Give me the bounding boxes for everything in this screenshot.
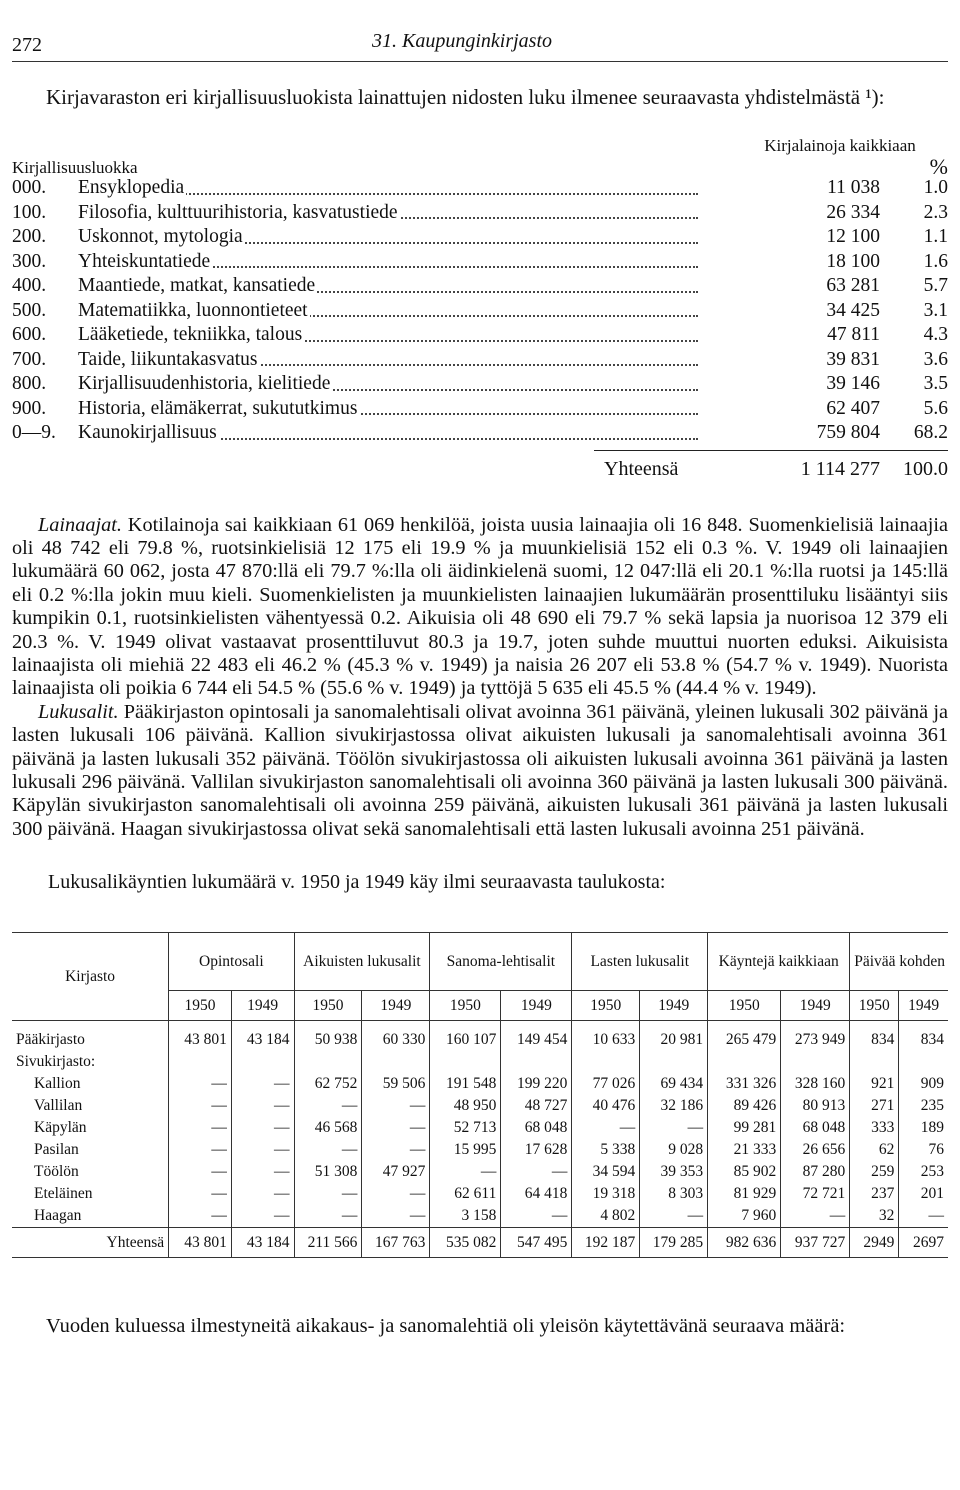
document-page (12, 0, 948, 1359)
classification-row (12, 176, 948, 201)
class-name (78, 421, 698, 446)
class-loans: 34 425 (826, 299, 880, 321)
table-cell: 99 281 (708, 1117, 781, 1139)
table-cell: — (231, 1161, 294, 1183)
classification-row (12, 372, 948, 397)
class-loans: 759 804 (816, 422, 880, 443)
table-cell: — (231, 1095, 294, 1117)
table-cell: 50 938 (294, 1021, 362, 1052)
class-code: 000. (12, 177, 47, 198)
year-header: 1950 (294, 991, 362, 1021)
table-cell: 3 158 (430, 1205, 501, 1228)
table-row (12, 1139, 948, 1161)
class-code: 300. (12, 250, 47, 272)
class-percent: 3.6 (923, 348, 948, 370)
class-name-text: Matematiikka, luonnontieteet (78, 299, 308, 321)
table-cell: — (231, 1117, 294, 1139)
table-cell: — (169, 1161, 232, 1183)
table-cell: 237 (850, 1183, 899, 1205)
classification-row (12, 421, 948, 446)
year-header: 1950 (850, 991, 899, 1021)
table-cell: 39 353 (640, 1161, 708, 1183)
class-code: 200. (12, 226, 47, 247)
column-group-header: Sanoma-lehtisalit (430, 933, 572, 991)
table-cell (169, 1051, 232, 1073)
column-group-header: Lasten lukusalit (572, 933, 708, 991)
library-name: Yhteensä (12, 1228, 169, 1258)
table-cell: 43 801 (169, 1021, 232, 1052)
class-percent: 4.3 (923, 324, 948, 345)
class-percent: 68.2 (913, 422, 948, 443)
table-header-groups (12, 933, 948, 991)
column-group-header: Päivää kohden (850, 933, 948, 991)
table-cell: 191 548 (430, 1073, 501, 1095)
library-name: Eteläinen (12, 1183, 169, 1205)
class-loans: 11 038 (827, 177, 880, 198)
table-cell (572, 1051, 640, 1073)
table-cell: 259 (850, 1161, 899, 1183)
table-cell: — (294, 1139, 362, 1161)
intro-paragraph: Kirjavaraston eri kirjallisuusluokista lainattujen nidosten luku ilmenee seuraavasta yhdistelmästä ¹): (46, 85, 885, 109)
class-loans: 62 407 (826, 397, 880, 419)
table-cell: — (362, 1095, 430, 1117)
table-body (12, 1021, 948, 1258)
class-code: 800. (12, 373, 47, 394)
total-loans: 1 114 277 (800, 457, 880, 480)
library-name: Kallion (12, 1073, 169, 1095)
year-header: 1950 (430, 991, 501, 1021)
table-row (12, 1183, 948, 1205)
class-name-text: Taide, liikuntakasvatus (78, 348, 258, 370)
table-cell: 72 721 (781, 1183, 850, 1205)
table-cell: 68 048 (781, 1117, 850, 1139)
table-cell: 26 656 (781, 1139, 850, 1161)
column-class-label: Kirjallisuusluokka (12, 158, 138, 177)
class-name-text: Uskonnot, mytologia (78, 226, 243, 247)
table-row (12, 1021, 948, 1052)
class-percent: 5.7 (923, 275, 948, 296)
table-row (12, 1051, 948, 1073)
table-cell: 179 285 (640, 1228, 708, 1258)
class-percent: 2.3 (923, 201, 948, 223)
library-name: Töölön (12, 1161, 169, 1183)
reading-rooms-paragraph (12, 701, 948, 841)
year-header: 1950 (572, 991, 640, 1021)
table-cell: 17 628 (501, 1139, 572, 1161)
table-cell: 149 454 (501, 1021, 572, 1052)
table-cell: 47 927 (362, 1161, 430, 1183)
table-cell (708, 1051, 781, 1073)
table-cell: 62 611 (430, 1183, 501, 1205)
table-cell: 273 949 (781, 1021, 850, 1052)
column-group-header: Opintosali (169, 933, 294, 991)
table-cell: 77 026 (572, 1073, 640, 1095)
table-cell (640, 1051, 708, 1073)
table-cell: 8 303 (640, 1183, 708, 1205)
table-cell: 167 763 (362, 1228, 430, 1258)
class-code: 100. (12, 201, 47, 223)
table-cell: — (231, 1183, 294, 1205)
table-row (12, 1205, 948, 1228)
classification-table (12, 132, 948, 490)
classification-row (12, 323, 948, 348)
year-header: 1949 (362, 991, 430, 1021)
table-cell: 43 184 (231, 1021, 294, 1052)
reading-rooms-lead: Lukusalit. (38, 700, 119, 723)
table-cell: 189 (920, 1119, 944, 1137)
table-cell: 48 727 (501, 1095, 572, 1117)
table-cell: 40 476 (572, 1095, 640, 1117)
table-cell: — (294, 1183, 362, 1205)
year-header: 1949 (231, 991, 294, 1021)
table-cell: — (781, 1205, 850, 1228)
library-name: Haagan (12, 1205, 169, 1228)
table-cell: — (501, 1205, 572, 1228)
table-row (12, 1073, 948, 1095)
table-cell: 4 802 (572, 1205, 640, 1228)
table-cell (899, 1051, 948, 1073)
table-cell: — (501, 1161, 572, 1183)
table-cell: 253 (920, 1163, 944, 1181)
table-cell (362, 1051, 430, 1073)
closing-paragraph: Vuoden kuluessa ilmestyneitä aikakaus- ja sanomalehtiä oli yleisön käytettävänä seuraava määrä: (46, 1315, 846, 1338)
class-code: 600. (12, 324, 47, 345)
reading-rooms-text: Pääkirjaston opintosali ja sanomalehtisali olivat avoinna 361 päivänä, yleinen lukusali 302 päivänä ja lasten lukusali 106 päivänä. Kallion sivukirjastossa olivat aikuisten lukusali ja sanomalehtisali avoinna 361 päivänä ja lasten lukusali 352 päivänä. Töölön sivukirjastossa oli aikuisten lukusali avoinna 361 päivänä ja lasten lukusali 296 päivänä. Vallilan sivukirjaston sanomalehtisali oli avoinna 360 päivänä ja lasten lukusali 300 päivänä. Käpylän sivukirjaston sanomalehtisali oli avoinna 259 päivänä, aikuisten lukusali 361 päivänä ja lasten lukusali 300 päivänä. Haagan sivukirjastossa olivat sekä sanomalehtisali että lasten lukusali avoinna 251 päivänä. (12, 700, 948, 840)
table-cell: 10 633 (572, 1021, 640, 1052)
table-cell: 68 048 (501, 1117, 572, 1139)
table-cell: — (169, 1183, 232, 1205)
table-cell: 89 426 (708, 1095, 781, 1117)
table-cell: 5 338 (572, 1139, 640, 1161)
class-code: 700. (12, 348, 47, 370)
table-cell: 199 220 (501, 1073, 572, 1095)
table-cell: 32 186 (640, 1095, 708, 1117)
class-loans: 18 100 (826, 250, 880, 272)
class-percent: 5.6 (923, 397, 948, 419)
class-percent: 1.1 (923, 226, 948, 247)
year-header: 1949 (781, 991, 850, 1021)
class-name-text: Historia, elämäkerrat, sukututkimus (78, 397, 358, 419)
table-cell: 547 495 (501, 1228, 572, 1258)
classification-row (12, 274, 948, 299)
library-name: Pasilan (12, 1139, 169, 1161)
class-name-text: Kirjallisuudenhistoria, kielitiede (78, 373, 331, 394)
table-cell: — (231, 1139, 294, 1161)
table-cell (430, 1051, 501, 1073)
reading-room-visits-table (12, 932, 948, 1258)
table-cell: — (640, 1205, 708, 1228)
class-name (78, 397, 698, 422)
table-cell: 69 434 (640, 1073, 708, 1095)
table-cell: 201 (920, 1185, 944, 1203)
class-percent: 1.6 (923, 250, 948, 272)
table-cell: — (928, 1207, 944, 1225)
table-cell: 331 326 (708, 1073, 781, 1095)
classification-row (12, 225, 948, 250)
table-cell: — (169, 1139, 232, 1161)
table-cell: 235 (920, 1097, 944, 1115)
table-cell: 52 713 (430, 1117, 501, 1139)
classification-total-row (12, 450, 948, 490)
total-percent: 100.0 (903, 457, 948, 480)
total-label: Yhteensä (604, 457, 679, 480)
year-header: 1949 (899, 991, 948, 1021)
class-loans: 26 334 (826, 201, 880, 223)
table-cell: 32 (850, 1205, 899, 1228)
table-cell: 19 318 (572, 1183, 640, 1205)
table-cell: 834 (920, 1031, 944, 1049)
table-cell: 333 (850, 1117, 899, 1139)
class-name (78, 250, 698, 275)
table-cell: 62 (850, 1139, 899, 1161)
class-code: 500. (12, 299, 47, 321)
table-cell: 160 107 (430, 1021, 501, 1052)
table-cell: 62 752 (294, 1073, 362, 1095)
table-cell: 46 568 (294, 1117, 362, 1139)
table-cell: 15 995 (430, 1139, 501, 1161)
classification-row (12, 201, 948, 226)
class-loans: 39 146 (826, 373, 880, 394)
table-cell (850, 1051, 899, 1073)
classification-row (12, 250, 948, 275)
table-cell: — (294, 1205, 362, 1228)
table-cell: 834 (850, 1021, 899, 1052)
table-row (12, 1095, 948, 1117)
class-loans: 47 811 (827, 324, 880, 345)
table-cell: — (231, 1205, 294, 1228)
table-cell: 48 950 (430, 1095, 501, 1117)
table-cell: 80 913 (781, 1095, 850, 1117)
year-header: 1950 (708, 991, 781, 1021)
class-name-text: Lääketiede, tekniikka, talous (78, 324, 303, 345)
table-cell: — (572, 1117, 640, 1139)
table-cell: 21 333 (708, 1139, 781, 1161)
table-cell: 85 902 (708, 1161, 781, 1183)
classification-header (12, 132, 948, 179)
table-cell: 265 479 (708, 1021, 781, 1052)
table-row (12, 1161, 948, 1183)
borrowers-section (12, 514, 948, 842)
library-name: Vallilan (12, 1095, 169, 1117)
table-cell: — (430, 1161, 501, 1183)
library-name: Sivukirjasto: (12, 1051, 169, 1073)
table-total-row (12, 1228, 948, 1258)
table-cell: 921 (850, 1073, 899, 1095)
classification-row (12, 299, 948, 324)
table-row (12, 1117, 948, 1139)
table-cell: 192 187 (572, 1228, 640, 1258)
classification-row (12, 397, 948, 422)
page-number: 272 (12, 34, 42, 56)
table-cell: — (362, 1117, 430, 1139)
visits-caption: Lukusalikäyntien lukumäärä v. 1950 ja 1949 käy ilmi seuraavasta taulukosta: (48, 871, 666, 894)
class-code: 400. (12, 275, 47, 296)
column-library: Kirjasto (12, 933, 169, 1021)
table-cell: 59 506 (362, 1073, 430, 1095)
table-cell: 2697 (899, 1228, 948, 1258)
class-loans: 63 281 (826, 275, 880, 296)
table-cell: — (294, 1095, 362, 1117)
table-cell: — (169, 1073, 232, 1095)
table-cell: 20 981 (640, 1021, 708, 1052)
class-loans: 39 831 (826, 348, 880, 370)
table-cell: 34 594 (572, 1161, 640, 1183)
table-cell: 76 (928, 1141, 944, 1159)
table-cell: 2949 (850, 1228, 899, 1258)
table-cell: 328 160 (781, 1073, 850, 1095)
table-cell: 7 960 (708, 1205, 781, 1228)
table-cell: 982 636 (708, 1228, 781, 1258)
table-cell: — (362, 1205, 430, 1228)
borrowers-text: Kotilainoja sai kaikkiaan 61 069 henkilöä, joista uusia lainaajia oli 16 848. Suomenkielisiä lainaajia oli 48 742 eli 79.8 %, ruotsinkielisiä 12 175 eli 19.9 % ja muunkielisiä 152 eli 0.3 %. V. 1949 oli lainaajien lukumäärä 60 062, josta 47 870:llä eli 79.7 %:lla oli äidinkielenä suomi, 12 047:llä eli 20.1 %:lla ruotsi ja 145:llä eli 0.2 %:lla jokin muu kieli. Suomenkielisten ja muunkielisten lainaajien lukumäärän prosenttiluku lisääntyi siis kumpikin 0.1, ruotsinkielisten vähentyessä 0.2. Aikuisia oli 48 690 eli 79.7 % sekä lapsia ja nuorisoa 12 379 eli 20.3 %. V. 1949 olivat vastaavat prosenttiluvut 80.3 ja 19.7, joten suhde muuttui nuorten eduksi. Aikuisista lainaajista oli miehiä 22 483 eli 46.2 % (45.3 % v. 1949) ja naisia 26 207 eli 53.8 % (54.7 % v. 1949). Nuorista lainaajista oli poikia 6 744 eli 54.5 % (55.6 % v. 1949) ja tyttöjä 5 635 eli 45.5 % (44.4 % v. 1949). (12, 513, 949, 700)
table-cell: 81 929 (708, 1183, 781, 1205)
class-name-text: Maantiede, matkat, kansatiede (78, 275, 316, 296)
classification-row (12, 348, 948, 373)
table-cell: 43 184 (231, 1228, 294, 1258)
table-cell (294, 1051, 362, 1073)
class-percent: 3.1 (923, 299, 948, 321)
table-cell: 535 082 (430, 1228, 501, 1258)
table-cell: — (169, 1095, 232, 1117)
class-name-text: Filosofia, kulttuurihistoria, kasvatustiede (78, 201, 398, 223)
table-cell: 43 801 (169, 1228, 232, 1258)
table-cell: 211 566 (294, 1228, 362, 1258)
class-name (78, 348, 698, 373)
class-percent: 1.0 (923, 177, 948, 198)
table-cell: 87 280 (781, 1161, 850, 1183)
class-name (78, 176, 698, 201)
running-head (12, 0, 948, 62)
borrowers-paragraph (12, 514, 948, 701)
table-cell: 9 028 (640, 1139, 708, 1161)
class-name-text: Kaunokirjallisuus (78, 422, 217, 443)
class-code: 0—9. (12, 422, 56, 443)
table-cell: 909 (920, 1075, 944, 1093)
table-cell: 60 330 (362, 1021, 430, 1052)
table-cell (501, 1051, 572, 1073)
class-name (78, 225, 698, 250)
column-percent-label: % (929, 154, 948, 179)
class-name (78, 299, 698, 324)
column-group-header: Käyntejä kaikkiaan (708, 933, 850, 991)
table-cell: — (640, 1117, 708, 1139)
column-group-header: Aikuisten lukusalit (294, 933, 430, 991)
class-percent: 3.5 (923, 373, 948, 394)
class-name-text: Yhteiskuntatiede (78, 250, 211, 272)
total-rule (594, 450, 948, 451)
year-header: 1949 (501, 991, 572, 1021)
table-cell: — (169, 1117, 232, 1139)
table-cell: — (362, 1139, 430, 1161)
table-cell: — (231, 1073, 294, 1095)
class-name (78, 372, 698, 397)
class-name (78, 274, 698, 299)
class-name (78, 201, 698, 226)
table-cell: — (169, 1205, 232, 1228)
table-cell (781, 1051, 850, 1073)
library-name: Pääkirjasto (12, 1021, 169, 1052)
class-code: 900. (12, 397, 47, 419)
classification-rows (12, 176, 948, 446)
borrowers-lead: Lainaajat. (38, 513, 122, 536)
year-header: 1949 (640, 991, 708, 1021)
table-cell: 64 418 (501, 1183, 572, 1205)
table-cell: 271 (850, 1095, 899, 1117)
section-title: 31. Kaupunginkirjasto (372, 30, 553, 52)
table-cell (231, 1051, 294, 1073)
class-name (78, 323, 698, 348)
library-name: Käpylän (12, 1117, 169, 1139)
year-header: 1950 (169, 991, 232, 1021)
class-name-text: Ensyklopedia (78, 177, 185, 198)
table-cell: — (362, 1183, 430, 1205)
table-cell: 51 308 (294, 1161, 362, 1183)
class-loans: 12 100 (826, 226, 880, 247)
column-loans-label: Kirjalainoja kaikkiaan (764, 136, 916, 155)
table-cell: 937 727 (781, 1228, 850, 1258)
